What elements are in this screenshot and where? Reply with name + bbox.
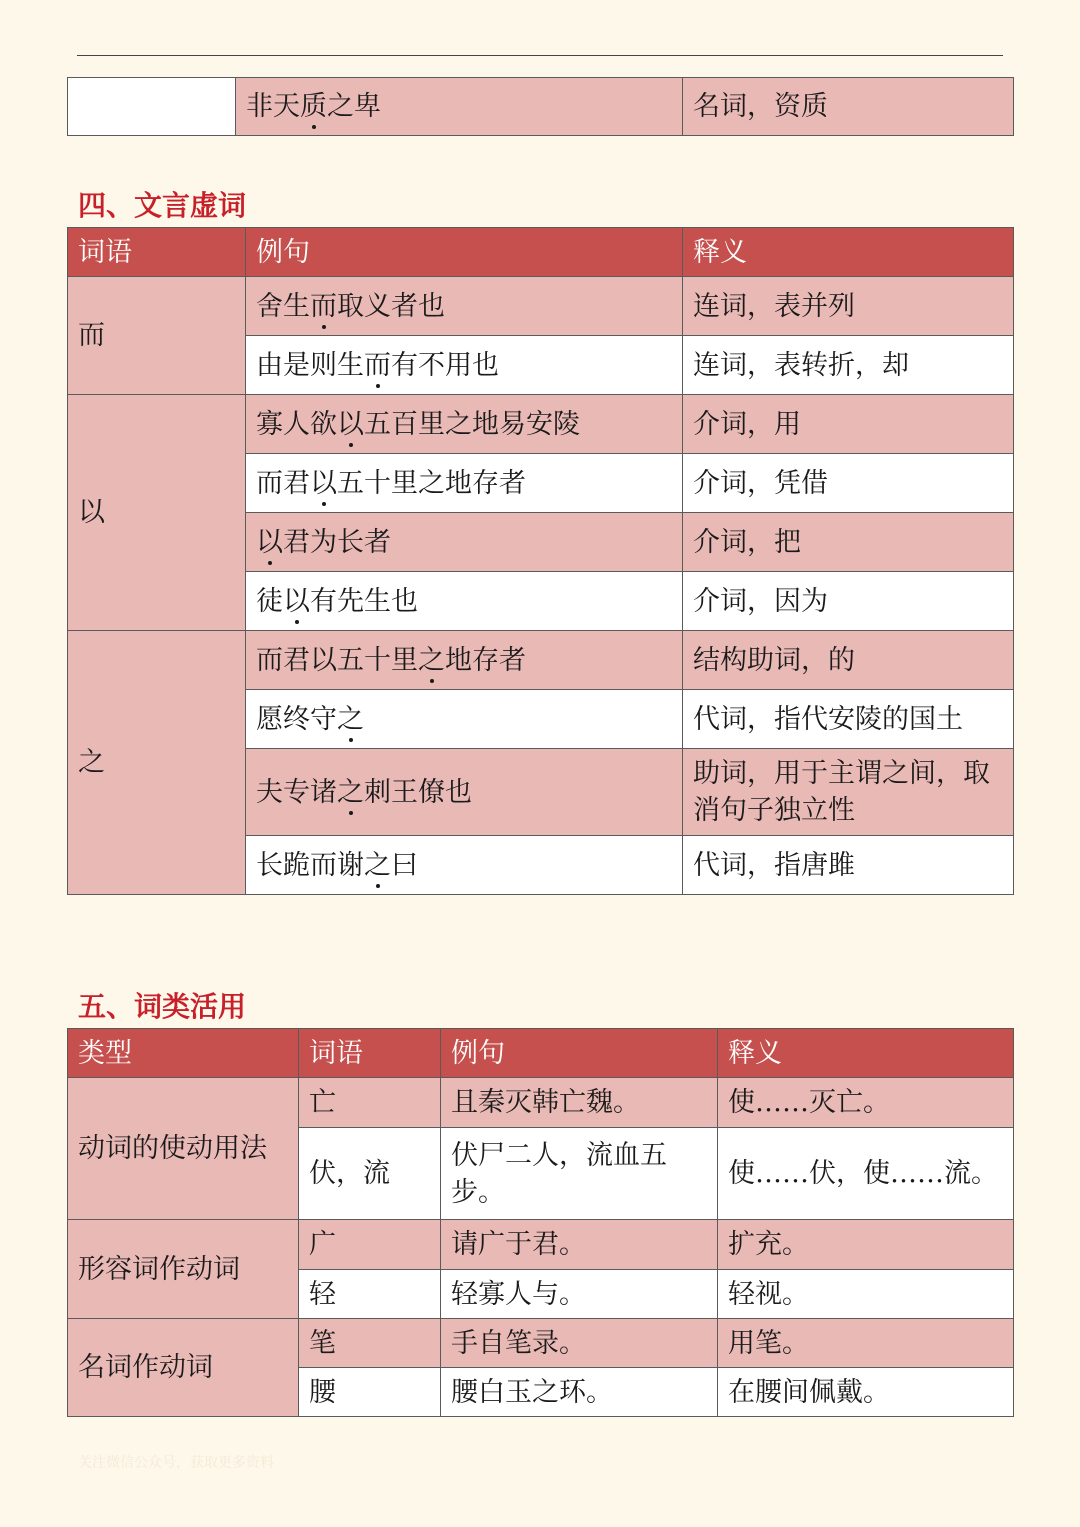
emphasis-dot-char: 而	[310, 288, 337, 325]
meaning-cell: 用笔。	[718, 1319, 1014, 1368]
meaning-cell: 介词，因为	[683, 572, 1014, 631]
type-cell: 形容词作动词	[68, 1220, 299, 1319]
word-cell: 广	[299, 1220, 441, 1270]
example-cell: 手自笔录。	[441, 1319, 718, 1368]
word-cell: 轻	[299, 1270, 441, 1319]
meaning-cell: 使……伏，使……流。	[718, 1128, 1014, 1220]
example-cell: 轻寡人与。	[441, 1270, 718, 1319]
emphasis-dot-char: 以	[256, 524, 283, 561]
column-header-word: 词语	[299, 1029, 441, 1078]
word-cell: 笔	[299, 1319, 441, 1368]
table-row	[68, 78, 1014, 136]
vocab-table-continued	[67, 77, 1014, 136]
word-cell: 腰	[299, 1368, 441, 1417]
function-words-table	[67, 227, 1014, 895]
table-header-row	[68, 1029, 1014, 1078]
example-cell: 伏尸二人，流血五步。	[441, 1128, 718, 1220]
example-cell: 而君以五十里之地存者	[246, 631, 683, 690]
meaning-cell: 代词，指唐雎	[683, 836, 1014, 895]
example-cell: 请广于君。	[441, 1220, 718, 1270]
emphasis-dot-char: 以	[283, 583, 310, 620]
example-cell: 非天质之卑	[236, 78, 683, 136]
example-cell: 长跪而谢之曰	[246, 836, 683, 895]
column-header-meaning: 释义	[683, 228, 1014, 277]
table-row	[68, 1220, 1014, 1270]
example-cell: 由是则生而有不用也	[246, 336, 683, 395]
emphasis-dot-char: 之	[337, 774, 364, 811]
footer-watermark-text: 关注微信公众号，获取更多资料	[78, 1455, 274, 1471]
type-cell: 名词作动词	[68, 1319, 299, 1417]
meaning-cell: 使……灭亡。	[718, 1078, 1014, 1128]
example-cell: 愿终守之	[246, 690, 683, 749]
example-cell: 徒以有先生也	[246, 572, 683, 631]
meaning-cell: 介词，凭借	[683, 454, 1014, 513]
meaning-cell: 名词，资质	[683, 78, 1014, 136]
word-cell: 之	[68, 631, 246, 895]
table-row	[68, 395, 1014, 454]
section-title-word-class-shifts: 五、词类活用	[78, 990, 247, 1023]
emphasis-dot-char: 以	[310, 465, 337, 502]
table-row	[68, 1319, 1014, 1368]
example-cell: 腰白玉之环。	[441, 1368, 718, 1417]
example-cell: 且秦灭韩亡魏。	[441, 1078, 718, 1128]
table-row	[68, 277, 1014, 336]
example-cell: 舍生而取义者也	[246, 277, 683, 336]
emphasis-dot-char: 质	[300, 88, 327, 125]
table-row	[68, 1078, 1014, 1128]
meaning-cell: 连词，表转折，却	[683, 336, 1014, 395]
type-cell: 动词的使动用法	[68, 1078, 299, 1220]
example-cell: 寡人欲以五百里之地易安陵	[246, 395, 683, 454]
column-header-example: 例句	[246, 228, 683, 277]
meaning-cell: 在腰间佩戴。	[718, 1368, 1014, 1417]
meaning-cell: 扩充。	[718, 1220, 1014, 1270]
word-cell: 亡	[299, 1078, 441, 1128]
word-class-table	[67, 1028, 1014, 1417]
column-header-meaning: 释义	[718, 1029, 1014, 1078]
page-header-rule	[77, 55, 1003, 56]
emphasis-dot-char: 而	[364, 347, 391, 384]
word-cell: 以	[68, 395, 246, 631]
meaning-cell: 代词，指代安陵的国土	[683, 690, 1014, 749]
meaning-cell: 连词，表并列	[683, 277, 1014, 336]
section-title-function-words: 四、文言虚词	[78, 189, 247, 222]
meaning-cell: 介词，把	[683, 513, 1014, 572]
meaning-cell: 助词，用于主谓之间，取消句子独立性	[683, 749, 1014, 836]
table-header-row	[68, 228, 1014, 277]
example-cell: 以君为长者	[246, 513, 683, 572]
emphasis-dot-char: 之	[337, 701, 364, 738]
meaning-cell: 介词，用	[683, 395, 1014, 454]
word-cell: 伏，流	[299, 1128, 441, 1220]
table-row	[68, 631, 1014, 690]
meaning-cell: 结构助词，的	[683, 631, 1014, 690]
meaning-cell: 轻视。	[718, 1270, 1014, 1319]
word-cell: 而	[68, 277, 246, 395]
column-header-word: 词语	[68, 228, 246, 277]
example-cell: 而君以五十里之地存者	[246, 454, 683, 513]
word-cell	[68, 78, 236, 136]
example-cell: 夫专诸之刺王僚也	[246, 749, 683, 836]
column-header-example: 例句	[441, 1029, 718, 1078]
column-header-type: 类型	[68, 1029, 299, 1078]
emphasis-dot-char: 之	[364, 847, 391, 884]
emphasis-dot-char: 以	[337, 406, 364, 443]
emphasis-dot-char: 之	[418, 642, 445, 679]
